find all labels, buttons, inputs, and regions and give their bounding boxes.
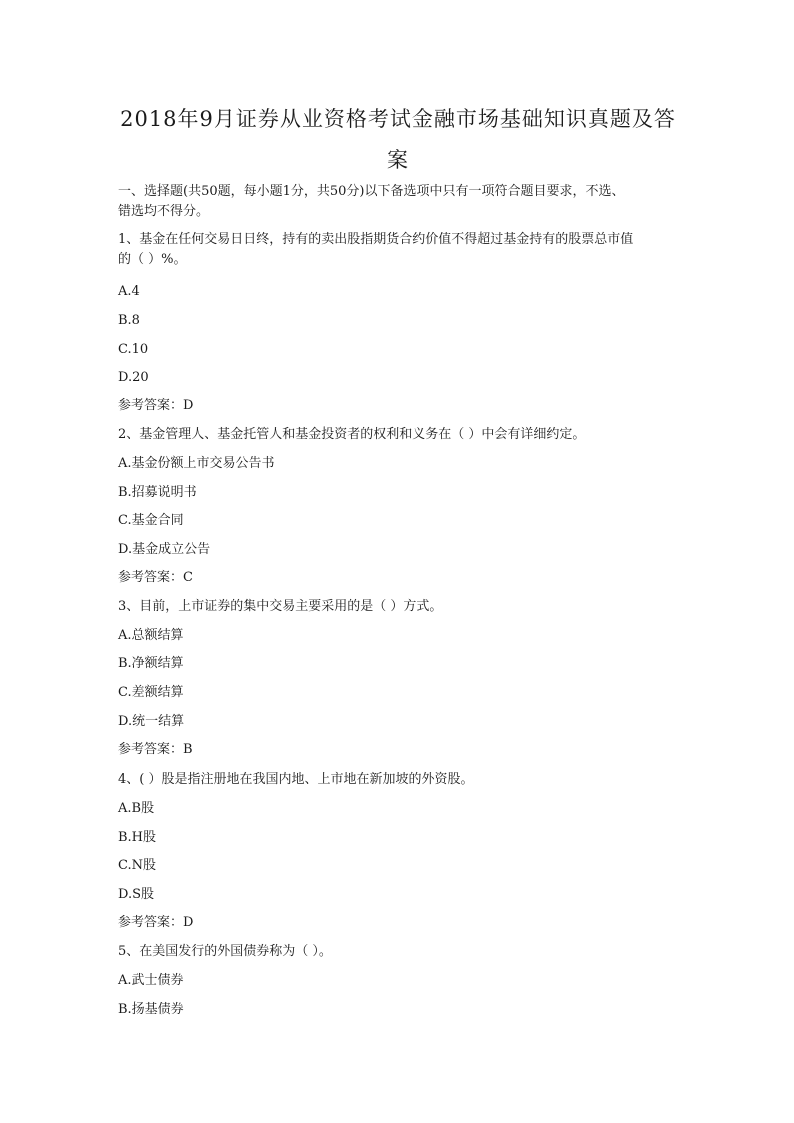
question-5-option-b: B.扬基债券 — [118, 1002, 184, 1017]
question-5-stem: 5、在美国发行的外国债券称为（ ）。 — [118, 944, 332, 959]
question-2-option-c: C.基金合同 — [118, 513, 184, 528]
question-1-answer: 参考答案：D — [118, 398, 194, 413]
question-2-stem: 2、基金管理人、基金托管人和基金投资者的权利和义务在（ ）中会有详细约定。 — [118, 427, 586, 442]
question-5-option-a: A.武士债券 — [118, 973, 184, 988]
section-intro-line-2: 错选均不得分。 — [118, 204, 210, 219]
question-1-stem-line-1: 1、基金在任何交易日日终，持有的卖出股指期货合约价值不得超过基金持有的股票总市值 — [118, 232, 634, 247]
question-4-option-a: A.B股 — [118, 801, 155, 816]
question-3-option-b: B.净额结算 — [118, 656, 184, 671]
question-4-option-c: C.N股 — [118, 858, 156, 873]
document-title-line-1: 2018年9月证券从业资格考试金融市场基础知识真题及答 — [120, 107, 676, 131]
document-title-line-2: 案 — [387, 148, 409, 172]
question-4-stem: 4、( ）股是指注册地在我国内地、上市地在新加坡的外资股。 — [118, 772, 474, 787]
question-2-option-b: B.招募说明书 — [118, 485, 197, 500]
question-4-option-b: B.H股 — [118, 830, 157, 845]
question-3-stem: 3、目前，上市证券的集中交易主要采用的是（ ）方式。 — [118, 599, 443, 614]
question-4-answer: 参考答案：D — [118, 915, 194, 930]
question-3-option-d: D.统一结算 — [118, 714, 185, 729]
question-2-option-a: A.基金份额上市交易公告书 — [118, 456, 275, 471]
question-1-stem-line-2: 的（ ）%。 — [118, 252, 187, 267]
question-4-option-d: D.S股 — [118, 887, 154, 902]
question-1-option-b: B.8 — [118, 313, 140, 328]
question-3-option-a: A.总额结算 — [118, 628, 184, 643]
question-1-option-d: D.20 — [118, 370, 149, 385]
question-2-answer: 参考答案：C — [118, 570, 193, 585]
question-2-option-d: D.基金成立公告 — [118, 542, 211, 557]
question-1-option-c: C.10 — [118, 342, 149, 357]
question-3-answer: 参考答案：B — [118, 742, 193, 757]
question-1-option-a: A.4 — [118, 284, 140, 299]
question-3-option-c: C.差额结算 — [118, 685, 184, 700]
section-intro-line-1: 一、选择题(共50题，每小题1分，共50分)以下备选项中只有一项符合题目要求，不选、 — [118, 184, 625, 199]
